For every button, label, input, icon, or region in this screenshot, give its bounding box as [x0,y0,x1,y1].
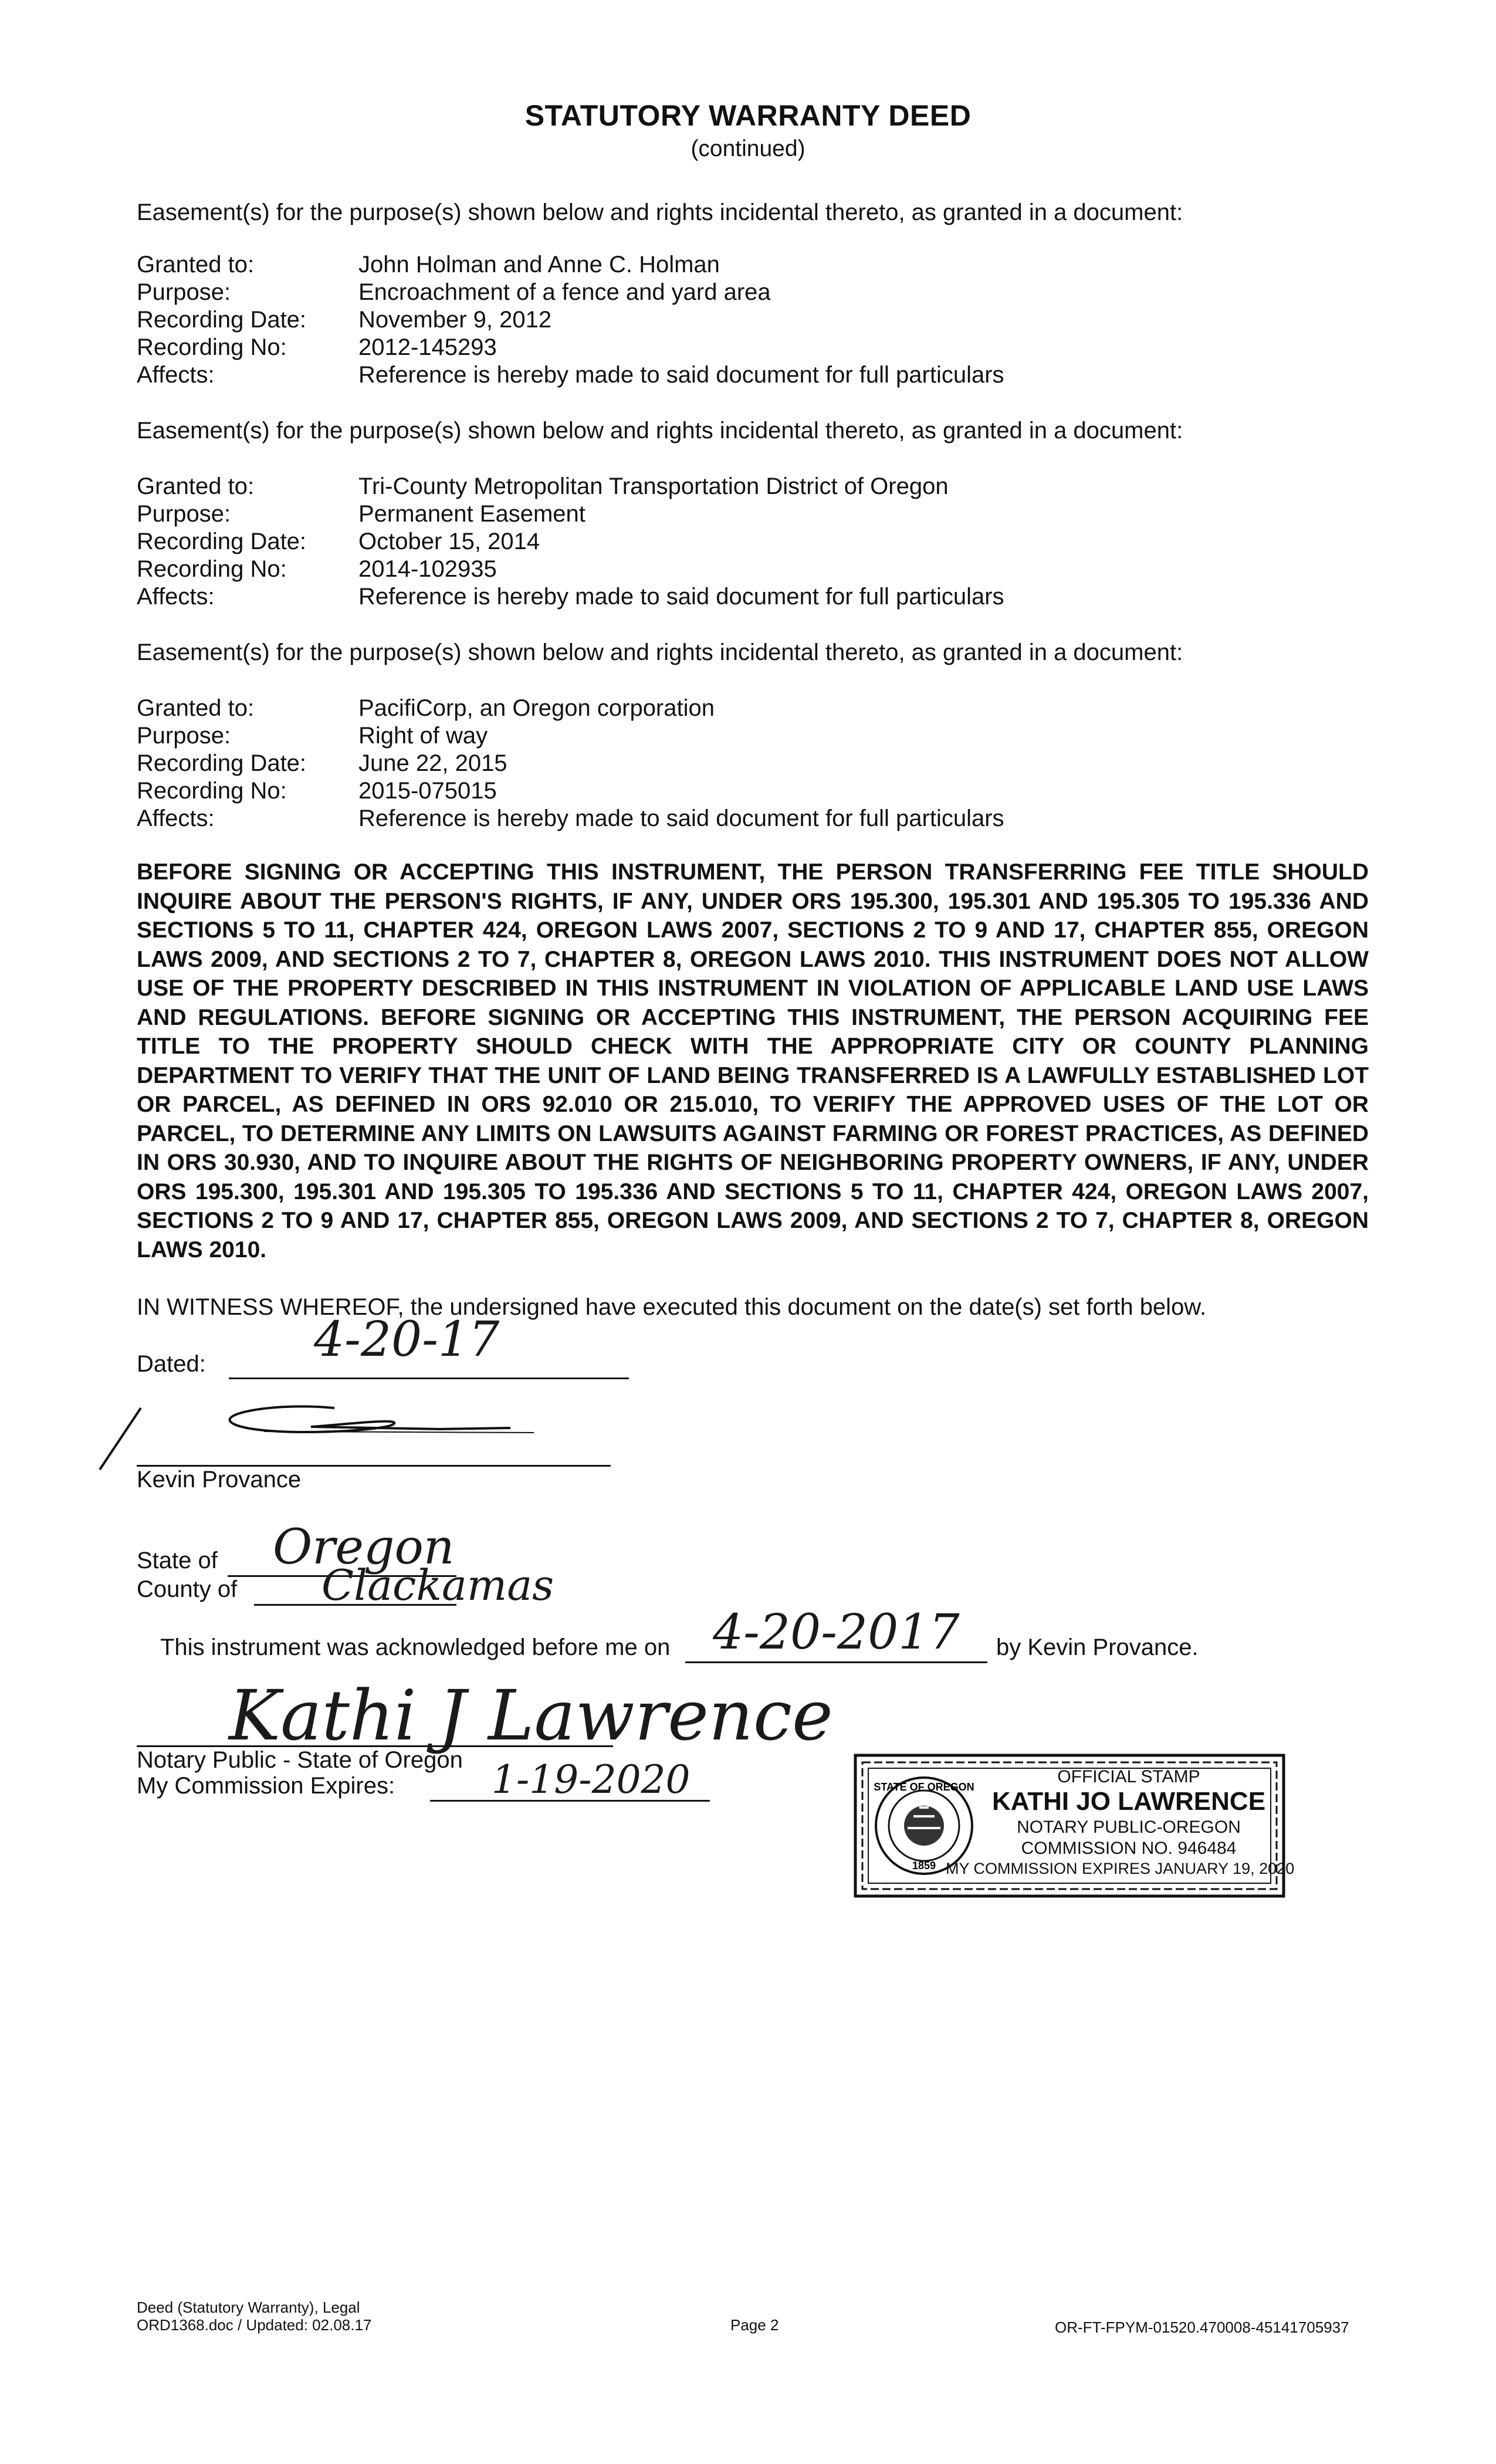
notary-label: Notary Public - State of Oregon [137,1747,463,1773]
footer-file-number: OR-FT-FPYM-01520.470008-45141705937 [1055,2319,1349,2336]
dated-line [229,1377,629,1379]
field-value: June 22, 2015 [358,750,507,776]
field-value: Encroachment of a fence and yard area [358,279,771,305]
acknowledgment-suffix: by Kevin Provance. [996,1634,1199,1660]
field-value: Reference is hereby made to said document for full particulars [358,584,1004,610]
field-label: Purpose: [137,723,231,749]
stamp-line-3: MY COMMISSION EXPIRES JANUARY 19, 2020 [946,1860,1295,1877]
field-label: Recording Date: [137,307,307,333]
field-value: 2015-075015 [358,778,497,804]
acknowledgment-prefix: This instrument was acknowledged before me on [160,1634,671,1660]
seal-year: 1859 [912,1860,936,1871]
stamp-line-1: NOTARY PUBLIC-OREGON [1017,1817,1241,1837]
field-label: Affects: [137,362,215,388]
field-label: Purpose: [137,501,231,527]
field-label: Recording No: [137,556,287,582]
kevin-provance-signature [88,1390,622,1473]
field-label: Granted to: [137,695,255,721]
easement-row [137,500,1004,528]
commission-handwritten: 1-19-2020 [492,1757,691,1802]
field-value: John Holman and Anne C. Holman [358,252,720,277]
land-use-legal-notice: BEFORE SIGNING OR ACCEPTING THIS INSTRUMENT, THE PERSON TRANSFERRING FEE TITLE SHOULD INQUIRE ABOUT THE PERSON'S RIGHTS, IF ANY, UNDER ORS 195.300, 195.301 AND 195.305 TO 195.336 AND SECTIONS 5 TO 11, CHAPTER 424, OREGON LAWS 2007, SECTIONS 2 TO 9 AND 17, CHAPTER 855, OREGON LAWS 2009, AND SECTIONS 2 TO 7, CHAPTER 8, OREGON LAWS 2010. THIS INSTRUMENT DOES NOT ALLOW USE OF THE PROPERTY DESCRIBED IN THIS INSTRUMENT IN VIOLATION OF APPLICABLE LAND USE LAWS AND REGULATIONS. BEFORE SIGNING OR ACCEPTING THIS INSTRUMENT, THE PERSON ACQUIRING FEE TITLE TO THE PROPERTY SHOULD CHECK WITH THE APPROPRIATE CITY OR COUNTY PLANNING DEPARTMENT TO VERIFY THAT THE UNIT OF LAND BEING TRANSFERRED IS A LAWFULLY ESTABLISHED LOT OR PARCEL, AS DEFINED IN ORS 92.010 OR 215.010, TO VERIFY THE APPROVED USES OF THE LOT OR PARCEL, TO DETERMINE ANY LIMITS ON LAWSUITS AGAINST FARMING OR FOREST PRACTICES, AS DEFINED IN ORS 30.930, AND TO INQUIRE ABOUT THE RIGHTS OF NEIGHBORING PROPERTY OWNERS, IF ANY, UNDER ORS 195.300, 195.301 AND 195.305 TO 195.336 AND SECTIONS 5 TO 11, CHAPTER 424, OREGON LAWS 2007, SECTIONS 2 TO 9 AND 17, CHAPTER 855, OREGON LAWS 2009, AND SECTIONS 2 TO 7, CHAPTER 8, OREGON LAWS 2010. [137,859,1369,1263]
easement-row [137,722,1004,750]
footer-page-number: Page 2 [730,2316,779,2334]
field-value: 2012-145293 [358,334,497,360]
commission-label: My Commission Expires: [137,1773,395,1799]
easement-2-intro: Easement(s) for the purpose(s) shown below and rights incidental thereto, as granted in a document: [137,418,1183,444]
easement-row [137,334,1004,361]
easement-3-intro: Easement(s) for the purpose(s) shown below and rights incidental thereto, as granted in a document: [137,639,1183,665]
stamp-line-2: COMMISSION NO. 946484 [1021,1839,1237,1858]
easement-row [137,695,1004,722]
field-value: Reference is hereby made to said document for full particulars [358,362,1004,388]
easement-2-details [137,473,1004,611]
county-handwritten: Clackamas [321,1561,554,1610]
field-value: November 9, 2012 [358,307,552,333]
stamp-name: KATHI JO LAWRENCE [991,1787,1266,1816]
field-value: Reference is hereby made to said document for full particulars [358,805,1004,831]
easement-row [137,805,1004,832]
document-subtitle: (continued) [691,136,805,161]
easement-1-details [137,251,1004,389]
field-value: 2014-102935 [358,556,497,582]
seal-text: STATE OF OREGON [874,1781,974,1793]
easement-row [137,279,1004,306]
easement-row [137,777,1004,805]
field-label: Recording No: [137,334,287,360]
field-label: Affects: [137,584,215,610]
easement-row [137,583,1004,611]
signer-name: Kevin Provance [137,1467,302,1492]
footer-form-name: Deed (Statutory Warranty), Legal [137,2299,360,2316]
field-value: Permanent Easement [358,501,585,527]
easement-row [137,251,1004,279]
field-value: October 15, 2014 [358,529,540,554]
easement-row [137,306,1004,334]
witness-statement: IN WITNESS WHEREOF, the undersigned have executed this document on the date(s) set forth below. [137,1294,1207,1320]
field-label: Granted to: [137,252,255,277]
state-handwritten: Oregon [273,1519,455,1575]
easement-row [137,528,1004,556]
dated-label: Dated: [137,1351,206,1377]
dated-handwritten: 4-20-17 [314,1312,500,1368]
easement-row [137,361,1004,389]
easement-row [137,473,1004,500]
county-label: County of [137,1576,238,1602]
official-notary-stamp [852,1752,1295,1900]
stamp-heading: OFFICIAL STAMP [1057,1767,1200,1786]
acknowledgment-date-handwritten: 4-20-2017 [713,1605,960,1660]
state-label: State of [137,1548,218,1573]
field-label: Recording Date: [137,750,307,776]
field-label: Recording No: [137,778,287,804]
easement-row [137,556,1004,583]
easement-1-intro: Easement(s) for the purpose(s) shown below and rights incidental thereto, as granted in a document: [137,199,1183,225]
easement-3-details [137,695,1004,832]
field-label: Recording Date: [137,529,307,554]
notary-signature: Kathi J Lawrence [229,1675,833,1756]
field-value: Right of way [358,723,488,749]
field-value: PacifiCorp, an Oregon corporation [358,695,715,721]
field-value: Tri-County Metropolitan Transportation District of Oregon [358,473,949,499]
document-title: STATUTORY WARRANTY DEED [524,99,972,132]
easement-row [137,750,1004,777]
field-label: Purpose: [137,279,231,305]
footer-doc-version: ORD1368.doc / Updated: 02.08.17 [137,2316,372,2334]
acknowledgment-date-line [685,1661,987,1663]
field-label: Granted to: [137,473,255,499]
field-label: Affects: [137,805,215,831]
